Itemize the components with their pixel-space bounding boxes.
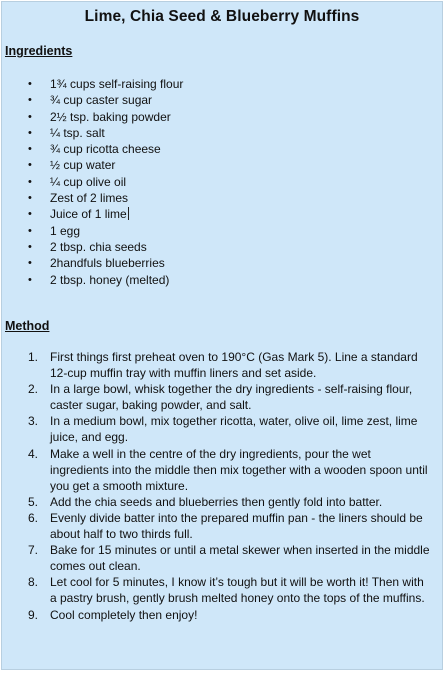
ingredients-heading: Ingredients <box>5 44 73 58</box>
method-step <box>2 349 442 381</box>
bullet-icon: • <box>28 110 32 123</box>
list-item <box>2 255 183 271</box>
step-text: In a large bowl, whisk together the dry ingredients - self-raising flour, caster sugar, baking powder, and salt. <box>50 382 413 413</box>
ingredient-text: 1¾ cups self-raising flour <box>50 77 184 91</box>
ingredient-text: ¾ cup caster sugar <box>50 93 153 108</box>
recipe-document[interactable] <box>1 1 443 670</box>
step-number: 4. <box>28 446 39 461</box>
method-step <box>2 413 442 445</box>
list-item <box>2 239 183 255</box>
step-text: Let cool for 5 minutes, I know it’s tough but it will be worth it! Then with a pastry brush, gently brush melted honey onto the tops of the muffins. <box>50 575 425 606</box>
step-number: 9. <box>28 607 39 622</box>
step-text: Evenly divide batter into the prepared muffin pan - the liners should be about half to two thirds full. <box>50 510 423 542</box>
bullet-icon: • <box>28 78 32 90</box>
method-step <box>2 542 442 574</box>
ingredient-text: 2½ tsp. baking powder <box>50 109 171 124</box>
step-text: Cool completely then enjoy! <box>50 607 198 622</box>
text-cursor <box>128 207 129 220</box>
ingredient-text[interactable]: Juice of 1 lime <box>50 207 127 222</box>
list-item <box>2 206 183 222</box>
step-number: 3. <box>28 414 39 429</box>
list-item <box>2 76 183 92</box>
ingredient-text: 2 tbsp. chia seeds <box>50 239 147 254</box>
method-step <box>2 446 442 494</box>
ingredient-text: ½ cup water <box>50 158 116 173</box>
list-item <box>2 125 183 141</box>
recipe-title: Lime, Chia Seed & Blueberry Muffins <box>84 8 360 25</box>
ingredient-text: 2 tbsp. honey (melted) <box>50 272 170 287</box>
method-step <box>2 494 442 510</box>
list-item <box>2 157 183 173</box>
bullet-icon: • <box>28 224 32 237</box>
method-step <box>2 381 442 413</box>
step-number: 2. <box>28 382 39 397</box>
list-item <box>2 174 183 190</box>
bullet-icon: • <box>28 192 32 205</box>
bullet-icon: • <box>28 273 32 286</box>
bullet-icon: • <box>28 159 32 172</box>
list-item <box>2 141 183 157</box>
step-text: In a medium bowl, mix together ricotta, water, olive oil, lime zest, lime juice, and egg. <box>50 414 418 445</box>
ingredient-text: ¾ cup ricotta cheese <box>50 142 161 157</box>
bullet-icon: • <box>28 143 32 156</box>
method-steps-list <box>2 349 442 623</box>
ingredient-text: 1 egg <box>50 223 81 238</box>
list-item <box>2 109 183 125</box>
step-number: 1. <box>28 350 39 364</box>
ingredient-text: ¼ tsp. salt <box>50 125 105 140</box>
bullet-icon: • <box>28 94 32 107</box>
bullet-icon: • <box>28 240 32 253</box>
step-text: Add the chia seeds and blueberries then gently fold into batter. <box>50 494 383 509</box>
list-item <box>2 223 183 239</box>
step-number: 6. <box>28 510 39 525</box>
bullet-icon: • <box>28 208 32 221</box>
bullet-icon: • <box>28 257 32 270</box>
ingredient-text: Zest of 2 limes <box>50 191 129 206</box>
method-heading: Method <box>5 319 50 333</box>
step-text: Make a well in the centre of the dry ingredients, pour the wet ingredients into the middle then mix together with a wooden spoon until you get a smooth mixture. <box>50 446 428 493</box>
step-number: 7. <box>28 543 39 558</box>
list-item <box>2 272 183 288</box>
list-item <box>2 190 183 206</box>
step-number: 8. <box>28 575 39 590</box>
list-item <box>2 92 183 108</box>
step-text: Bake for 15 minutes or until a metal skewer when inserted in the middle comes out clean. <box>50 543 430 574</box>
bullet-icon: • <box>28 175 32 188</box>
step-number: 5. <box>28 494 39 509</box>
method-step <box>2 607 442 623</box>
ingredients-list <box>2 76 183 288</box>
ingredient-text: 2handfuls blueberries <box>50 256 165 271</box>
method-step <box>2 510 442 542</box>
step-text: First things first preheat oven to 190°C (Gas Mark 5). Line a standard 12-cup muffin tray with muffin liners and set aside. <box>50 350 418 381</box>
bullet-icon: • <box>28 126 32 139</box>
ingredient-text: ¼ cup olive oil <box>50 174 127 189</box>
method-step <box>2 574 442 606</box>
